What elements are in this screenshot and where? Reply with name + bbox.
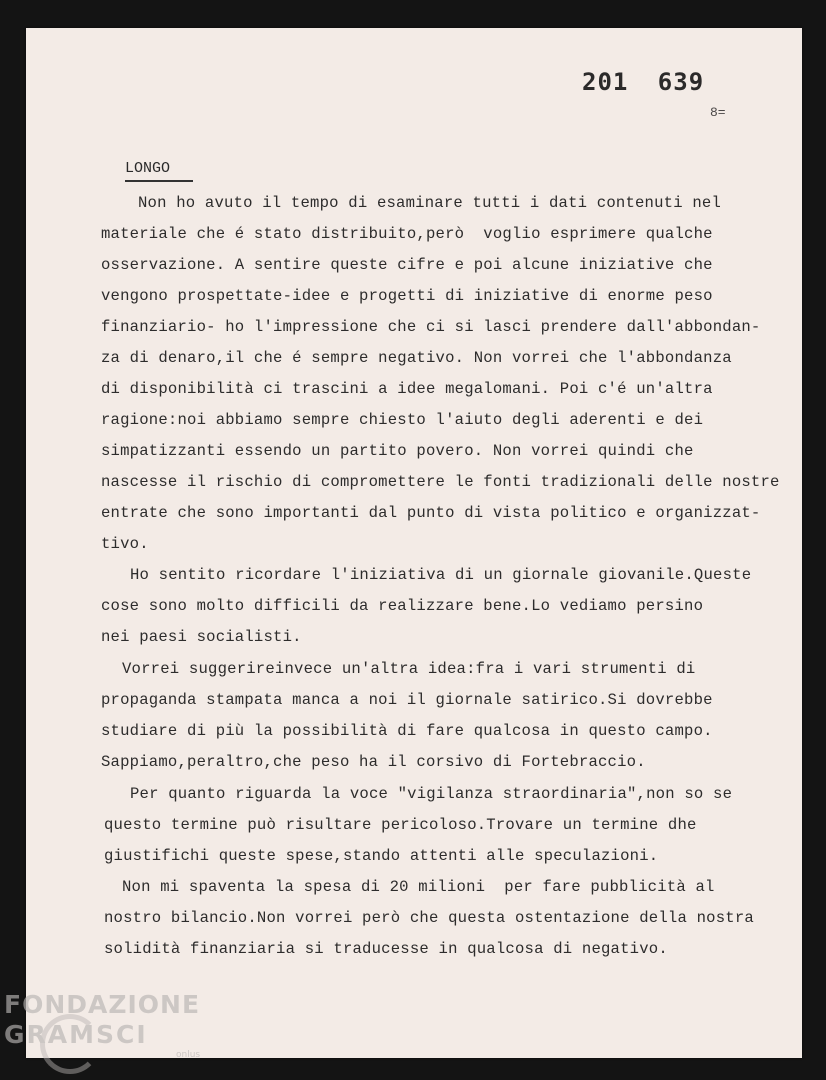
- text-line: osservazione. A sentire queste cifre e poi alcune iniziative che: [101, 256, 713, 274]
- text-line: materiale che é stato distribuito,però voglio esprimere qualche: [101, 225, 713, 243]
- text-line: giustifichi queste spese,stando attenti alle speculazioni.: [104, 847, 659, 865]
- text-line: Ho sentito ricordare l'iniziativa di un giornale giovanile.Queste: [130, 566, 752, 584]
- text-line: nostro bilancio.Non vorrei però che questa ostentazione della nostra: [104, 909, 754, 927]
- watermark-line-3: onlus: [176, 1050, 201, 1060]
- text-line: finanziario- ho l'impressione che ci si lasci prendere dall'abbondan-: [101, 318, 761, 336]
- fondazione-gramsci-watermark: [4, 990, 201, 1060]
- text-line: simpatizzanti essendo un partito povero. Non vorrei quindi che: [101, 442, 694, 460]
- text-line: studiare di più la possibilità di fare qualcosa in questo campo.: [101, 722, 713, 740]
- speaker-underline: [125, 180, 193, 182]
- speaker-name: LONGO: [125, 160, 171, 177]
- text-line: tivo.: [101, 535, 149, 553]
- watermark-line-1: FONDAZIONE: [4, 990, 201, 1019]
- text-line: Non ho avuto il tempo di esaminare tutti i dati contenuti nel: [138, 194, 722, 212]
- document-number: 201 639: [582, 68, 705, 96]
- text-line: vengono prospettate-idee e progetti di iniziative di enorme peso: [101, 287, 713, 305]
- text-line: entrate che sono importanti dal punto di vista politico e organizzat-: [101, 504, 761, 522]
- text-line: nei paesi socialisti.: [101, 628, 302, 646]
- text-line: questo termine può risultare pericoloso.Trovare un termine dhe: [104, 816, 697, 834]
- text-line: ragione:noi abbiamo sempre chiesto l'aiuto degli aderenti e dei: [101, 411, 704, 429]
- text-line: propaganda stampata manca a noi il giornale satirico.Si dovrebbe: [101, 691, 713, 709]
- document-page: [26, 28, 802, 1058]
- text-line: Non mi spaventa la spesa di 20 milioni per fare pubblicità al: [122, 878, 715, 896]
- text-line: Vorrei suggerireinvece un'altra idea:fra i vari strumenti di: [122, 660, 696, 678]
- text-line: nascesse il rischio di compromettere le fonti tradizionali delle nostre: [101, 473, 780, 491]
- text-line: Per quanto riguarda la voce "vigilanza straordinaria",non so se: [130, 785, 733, 803]
- text-line: za di denaro,il che é sempre negativo. Non vorrei che l'abbondanza: [101, 349, 732, 367]
- text-line: di disponibilità ci trascini a idee megalomani. Poi c'é un'altra: [101, 380, 713, 398]
- page-number: 8=: [710, 105, 726, 120]
- text-line: cose sono molto difficili da realizzare bene.Lo vediamo persino: [101, 597, 704, 615]
- watermark-line-2: GRAMSCI: [4, 1020, 148, 1049]
- text-line: Sappiamo,peraltro,che peso ha il corsivo di Fortebraccio.: [101, 753, 646, 771]
- text-line: solidità finanziaria si traducesse in qualcosa di negativo.: [104, 940, 668, 958]
